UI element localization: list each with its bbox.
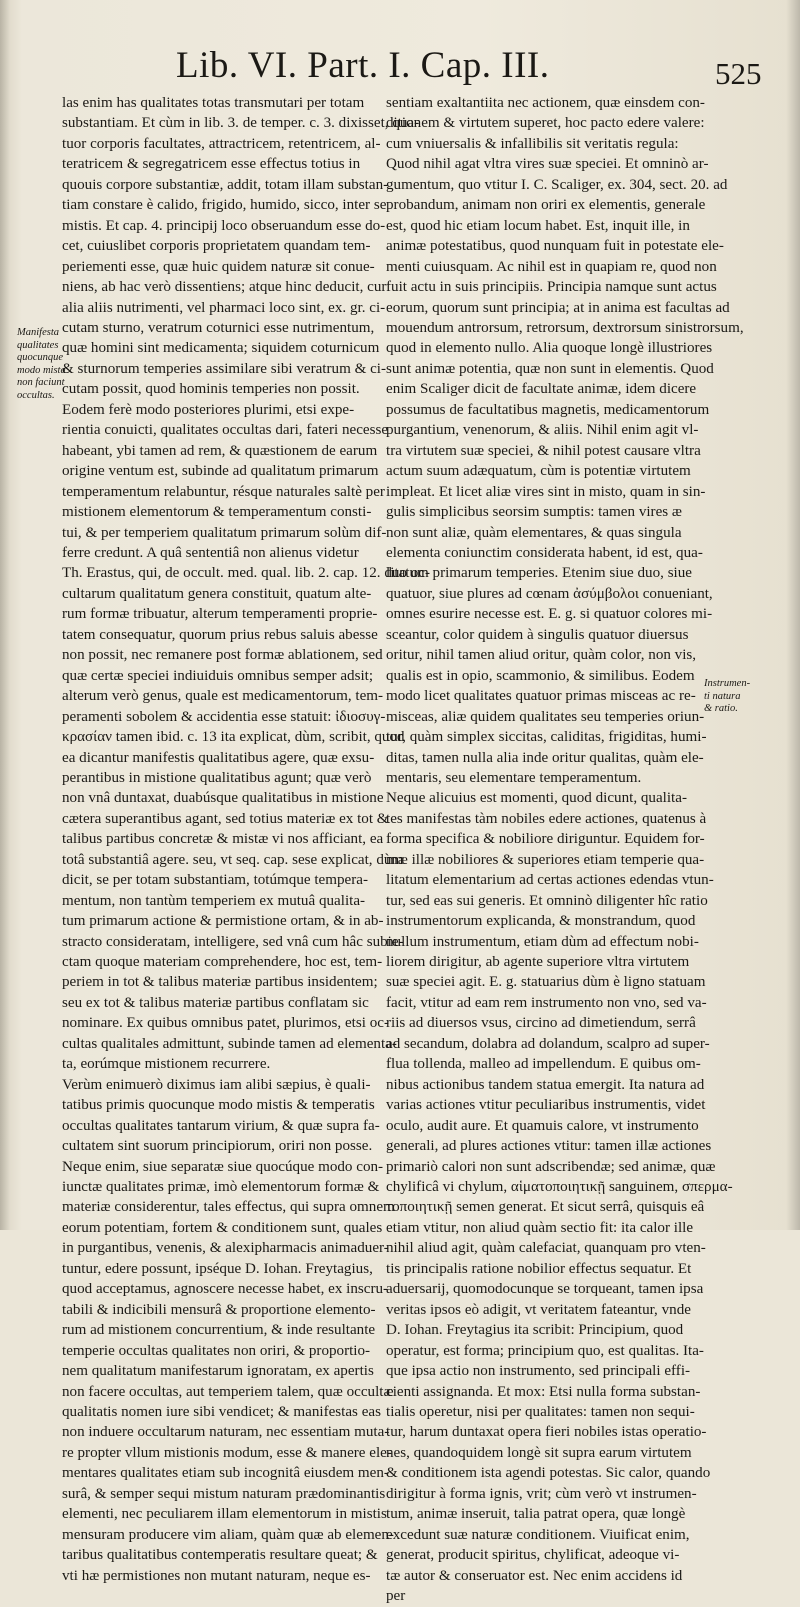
text-line: cienti assignanda. Et mox: Etsi nulla forma substan- [386,1383,701,1400]
text-line: instrumentorum explicanda, & monstrandum, quod [386,913,696,930]
text-line: quatuor, siue plures ad cœnam ἀσύμβολοι conueniant, [386,585,713,602]
text-line: oritur, nihil tamen aliud oritur, quàm color, non vis, [386,647,697,664]
text-line: cætera superantibus agant, sed totius materiæ ex tot & [62,810,389,827]
text-line: misceas, aliæ quidem qualitates seu temperies oriun- [386,708,705,725]
text-line: nem qualitatum manifestarum ignoratam, ex apertis [62,1363,374,1380]
text-line: mistis. Et cap. 4. principij loco obseruandum esse do- [62,217,386,234]
text-line: actum suum adæquatum, cùm is potentiæ virtutem [386,463,691,480]
text-line: nullum instrumentum, etiam dùm ad effectum nobi- [386,933,699,950]
text-line: oculo, audit aure. Et quamuis calore, vt instrumento [386,1117,699,1134]
text-line: totâ substantiâ agere. seu, vt seq. cap. sese explicat, dùm [62,851,404,868]
text-line: Th. Erastus, qui, de occult. med. qual. lib. 2. cap. 12. duo oc- [62,565,431,582]
text-line: D. Iohan. Freytagius ita scribit: Principium, quod [386,1322,684,1339]
text-line: Neque alicuius est momenti, quod dicunt, qualita- [386,790,687,807]
margin-note-right [704,678,784,716]
text-line: cutam sturno, veratrum coturnici esse nutrimentum, [62,319,375,336]
text-line: & sturnorum temperies assimilare sibi veratrum & ci- [62,360,387,377]
text-line: quæ certæ speciei indiuiduis omnibus semper adsit; [62,667,374,684]
text-line: nihil aliud agit, quàm calefaciat, quanquam pro vten- [386,1240,706,1257]
text-line: cum vniuersalis & infallibilis sit veritatis regula: [386,135,679,152]
text-line: sunt animæ potentia, quæ non sunt in elementis. Quod [386,360,714,377]
text-line: elementi, nec peculiarem illam elementorum in mistis [62,1506,387,1523]
text-line: suæ speciei agit. E. g. statuarius dùm è ligno statuam [386,974,706,991]
text-line: cultas qualitales admittunt, subinde tamen ad elementa- [62,1035,397,1052]
text-line: alterum verò genus, quale est medicamentorum, tem- [62,688,384,705]
margin-note-line: quocunque [17,352,64,363]
text-line: primariò calori non sunt adscribendæ; sed animæ, quæ [386,1158,716,1175]
text-line: taribus qualitatibus contemperatis resultare queat; & [62,1547,378,1564]
text-line: ea dicantur manifestis qualitatibus agere, quæ exsu- [62,749,375,766]
text-line: tui, & per temperiem qualitatum primarum solùm dif- [62,524,387,541]
text-line: facit, vtitur ad eam rem instrumento non vno, sed va- [386,994,707,1011]
text-line: litatum primarum temperies. Etenim siue duo, siue [386,565,693,582]
text-line: elementa coniunctim considerata habent, id est, qua- [386,544,703,561]
text-line: qualis est in opio, scammonio, & similibus. Eodem [386,667,695,684]
text-line: iunctæ qualitates primæ, imò elementorum formæ & [62,1179,380,1196]
text-line: rum formæ tribuatur, alterum temperamenti proprie- [62,606,378,623]
text-line: habeant, ybi tamen ad rem, & quæstionem de earum [62,442,378,459]
text-line: cultatem sint suorum principiorum, oriri non posse. [62,1138,373,1155]
text-line: non induere occultarum naturam, nec essentiam muta- [62,1424,390,1441]
text-line: tuntur, edere possunt, ipséque D. Iohan. Freytagius, [62,1260,373,1277]
page-gutter-shadow [0,0,10,1230]
text-line: flua tollenda, malleo ad impellendum. E quibus om- [386,1056,701,1073]
margin-note-line: qualitates [17,339,59,351]
text-line: enim Scaliger dicit de facultate animæ, idem dicere [386,381,697,398]
text-line: est, quod hic etiam locum habet. Est, inquit ille, in [386,217,690,234]
text-line: tum, animæ inseruit, talia patrat opera, quæ longè [386,1506,686,1523]
text-line: mensuram producere vim aliam, quàm quæ ab elemen- [62,1526,394,1543]
text-line: tur, harum duntaxat opera fieri nobiles istas operatio- [386,1424,707,1441]
text-line: Eodem ferè modo posteriores plurimi, etsi expe- [62,401,355,418]
text-line: origine ventum est, subinde ad qualitatum primarum [62,463,379,480]
text-line: cutam possit, quod hominis temperies non possit. [62,381,360,398]
text-line: nibus actionibus tandem statua emergit. Ita natura ad [386,1076,705,1093]
text-line: non sunt aliæ, quàm elementares, & quas singula [386,524,682,541]
text-line: substantiam. Et cùm in lib. 3. de temper. c. 3. dixisset, qua- [62,115,420,132]
text-line: non facere occultas, aut temperiem talem, quæ occultæ [62,1383,394,1400]
text-line: forma specifica & nobiliore diriguntur. Equidem for- [386,831,705,848]
text-line: mistionem elementorum & temperamentum consti- [62,504,372,521]
text-line: rientia conuicti, qualitates occultas dari, fateri necesse [62,422,389,439]
text-line: gulis simplicibus seorsim sumptis: tamen vires æ [386,504,683,521]
text-line: quod acceptamus, agnoscere necesse habet, ex inscru- [62,1281,389,1298]
text-line: chylificâ vi chylum, αἱματοποιητικῇ sanguinem, σπερμα- [386,1179,733,1196]
text-line: liorem dirigitur, ab agente superiore vltra virtutem [386,954,690,971]
text-line: qualitatis nomen iure sibi vendicet; & manifestas eas [62,1404,381,1420]
text-line: Quod nihil agat vltra vires suæ speciei. Et omninò ar- [386,156,709,173]
text-line: tis principalis ratione nobilior effectus sequatur. Et [386,1260,692,1277]
text-line: mæ illæ nobiliores & superiores etiam temperie qua- [386,851,705,868]
text-line: litatum elementarium ad certas actiones edendas vtun- [386,872,714,889]
text-line: tæ autor & conseruator est. Nec enim accidens id [386,1567,683,1584]
text-line: tatibus primis quocunque modo mistis & temperatis [62,1097,375,1114]
text-line: tialis operetur, nisi per qualitates: tamen non sequi- [386,1404,695,1420]
text-line: quæ homini sint medicamenta; siquidem coturnicum [62,340,380,357]
text-line: periem in tot & talibus materiæ partibus insidentem; [62,974,378,991]
text-line: operatur, est forma; principium quo, est qualitas. Ita- [386,1342,704,1359]
text-line: rum ad mistionem concurrentium, & inde resultante [62,1322,376,1339]
text-line: excedunt suæ naturæ conditionem. Viuificat enim, [386,1526,690,1543]
text-line: impleat. Et licet aliæ vires sint in misto, quam in sin- [386,483,706,500]
page-edge-shadow [786,0,800,1230]
text-line: menti cuiusquam. Ac nihil est in quapiam re, quod non [386,258,717,275]
margin-note-line: ti natura [704,690,741,702]
text-line: perantibus in mistione qualitatibus agunt; quæ verò [62,769,372,786]
text-line: purgantium, venenorum, & aliis. Nihil enim agit vl- [386,422,699,439]
text-line: alia aliis nutrimenti, vel pharmaci loco sint, ex. gr. ci- [62,299,386,316]
text-line: per [386,1588,406,1605]
text-line: nominare. Ex quibus omnibus patet, plurimos, etsi oc- [62,1015,389,1032]
page-number: 525 [715,56,762,91]
text-line: Verùm enimuerò diximus iam alibi sæpius, è quali- [62,1076,371,1093]
text-line: ferre credunt. A quâ sententiâ non alienus videtur [62,544,359,561]
margin-note-line: modo mista [17,364,66,376]
text-column-left [62,93,431,1586]
text-line: quod in elemento nullo. Alia quoque longè illustriores [386,340,713,357]
margin-note-line: & ratio. [704,703,738,714]
text-line: temperamentum relabuntur, résque naturales saltè per [62,483,385,500]
text-line: omnes esurire necesse est. E. g. si quatuor colores mi- [386,606,713,623]
text-line: sceantur, color quidem à singulis quatuor diuersus [386,626,689,643]
text-line: varias actiones vtitur peculiaribus instrumentis, videt [386,1097,706,1114]
text-line: κρασίαν tamen ibid. c. 13 ita explicat, dùm, scribit, quod [62,729,405,746]
text-line: occultas qualitates tantarum virium, & quæ supra fa- [62,1117,380,1134]
text-line: veritas ipsos eò adigit, vt veritatem fateantur, vnde [386,1301,691,1318]
text-line: nes, quandoquidem longè sit supra earum virtutem [386,1444,692,1461]
text-line: cet, cuiuslibet corporis proprietatem quandam tem- [62,238,371,255]
margin-note-line: Manifesta [17,327,59,338]
text-line: generali, ad plures actiones vtitur: tamen illæ actiones [386,1138,712,1155]
text-line: non possit, nec remanere post formæ ablationem, sed [62,647,383,664]
margin-note-line: Instrumen- [704,678,751,689]
text-line: in purgantibus, venenis, & alexipharmacis animaduer- [62,1240,389,1257]
text-line: eorum potentiam, fortem & conditionem sunt, quales [62,1219,383,1236]
running-head: Lib. VI. Part. I. Cap. III. [176,45,550,86]
text-line: modo licet qualitates quatuor primas misceas ac re- [386,688,696,705]
margin-note-line: occultas. [17,389,55,401]
text-line: talibus partibus concretæ & mistæ vi nos afficiant, ea [62,831,384,848]
text-line: tur, sed eas sui generis. Et omninò diligenter hîc ratio [386,892,708,909]
text-line: re propter vllum mistionis modum, esse & manere ele- [62,1444,392,1461]
text-line: materiæ considerentur, tales effectus, qui supra omnem [62,1199,395,1216]
text-line: teratricem & segregatricem esse effectus totius in [62,156,361,173]
text-line: riis ad diuersos vsus, circino ad dimetiendum, serrâ [386,1015,696,1032]
margin-note-left [17,327,66,402]
text-line: mentares qualitates etiam sub incognitâ eiusdem men- [62,1465,389,1482]
text-line: tiam constare è calido, frigido, humido, sicco, inter se [62,197,387,214]
text-line: surâ, & semper sequi mistum naturam prædominantis [62,1485,386,1502]
text-line: tur, quàm simplex siccitas, caliditas, frigiditas, humi- [386,729,707,746]
text-line: animæ potestatibus, quod nunquam fuit in potestate ele- [386,238,724,255]
text-line: aduersarij, quomodocunque se torqueant, tamen ipsa [386,1281,704,1298]
text-line: eorum, quorum sunt principia; at in anima est facultas ad [386,299,730,316]
text-line: tra virtutem suæ speciei, & nihil potest causare vltra [386,442,701,459]
margin-note-line: non faciunt [17,377,65,388]
text-line: possumus de facultatibus magnetis, medicamentorum [386,401,710,418]
text-line: tabili & indicibili mensurâ & proportione elemento- [62,1301,376,1318]
text-line: tuor corporis facultates, attractricem, retentricem, al- [62,135,381,152]
text-line: que ipsa actio non instrumento, sed principali effi- [386,1363,691,1380]
text-line: non vnâ duntaxat, duabúsque qualitatibus in mistione [62,790,384,807]
text-line: stracto consideratam, intelligere, sed vnâ cum hâc subie- [62,933,404,950]
text-line: ad secandum, dolabra ad dolandum, scalpro ad super- [386,1035,710,1052]
text-line: quouis corpore substantiæ, addit, totam illam substan- [62,176,389,193]
text-line: ctam quoque materiam comprehendere, hoc est, tem- [62,954,383,971]
text-line: vti hæ permistiones non mutant naturam, neque es- [62,1567,371,1584]
text-line: dicit, se per totam substantiam, totúmque tempera- [62,872,368,889]
text-line: & conditionem ista agendi potestas. Sic calor, quando [386,1465,711,1482]
text-line: τοποιητικῇ semen generat. Et sicut serrâ, quisquis eâ [386,1199,705,1216]
text-line: generat, producit spiritus, chylificat, adeoque vi- [386,1547,680,1564]
text-line: ta, eorúmque mistionem recurrere. [62,1056,271,1073]
text-line: ditionem & virtutem superet, hoc pacto edere valere: [386,115,705,132]
text-line: sentiam exaltantiita nec actionem, quæ einsdem con- [386,95,705,111]
text-line: etiam vtitur, non aliud quàm sectio fit: ita calor ille [386,1219,694,1236]
text-line: tes manifestas tàm nobiles edere actiones, quatenus à [386,810,707,827]
text-line: seu ex tot & talibus materiæ partibus conflatam sic [62,994,369,1011]
text-line: niens, ab hac verò dissentiens; atque hinc deducit, cur [62,279,387,296]
text-line: tum primarum actione & permistione ortam, & in ab- [62,913,384,930]
text-line: Neque enim, siue separatæ siue quocúque modo con- [62,1158,384,1175]
text-line: periementi esse, quæ huic quidem naturæ sit conue- [62,258,375,275]
text-line: mouendum antrorsum, retrorsum, dextrorsum sinistrorsum, [386,319,744,336]
text-line: dirigitur à forma ignis, vrit; cùm verò vt instrumen- [386,1485,697,1502]
text-line: mentaris, seu elementare temperamentum. [386,769,642,786]
text-line: temperie occultas qualitates non oriri, & proportio- [62,1342,371,1359]
text-line: cultarum qualitatum genera constituit, quatum alte- [62,585,372,602]
text-line: tatem consequatur, quorum prius rebus saluis abesse [62,626,378,643]
text-line: peramenti sobolem & accidentia esse statuit: ἰδιοσυγ- [62,708,386,725]
text-line: las enim has qualitates totas transmutari per totam [62,95,365,111]
text-line: ditas, tamen nulla alia inde oritur qualitas, quàm ele- [386,749,704,766]
text-line: mentum, non tantùm temperiem ex mutuâ qualita- [62,892,366,909]
text-line: probandum, animam non oriri ex elementis, generale [386,197,706,214]
text-line: gumentum, quo vtitur I. C. Scaliger, ex. 304, sect. 20. ad [386,176,728,193]
text-line: fuit actu in suis principiis. Principia namque sunt actus [386,279,717,296]
